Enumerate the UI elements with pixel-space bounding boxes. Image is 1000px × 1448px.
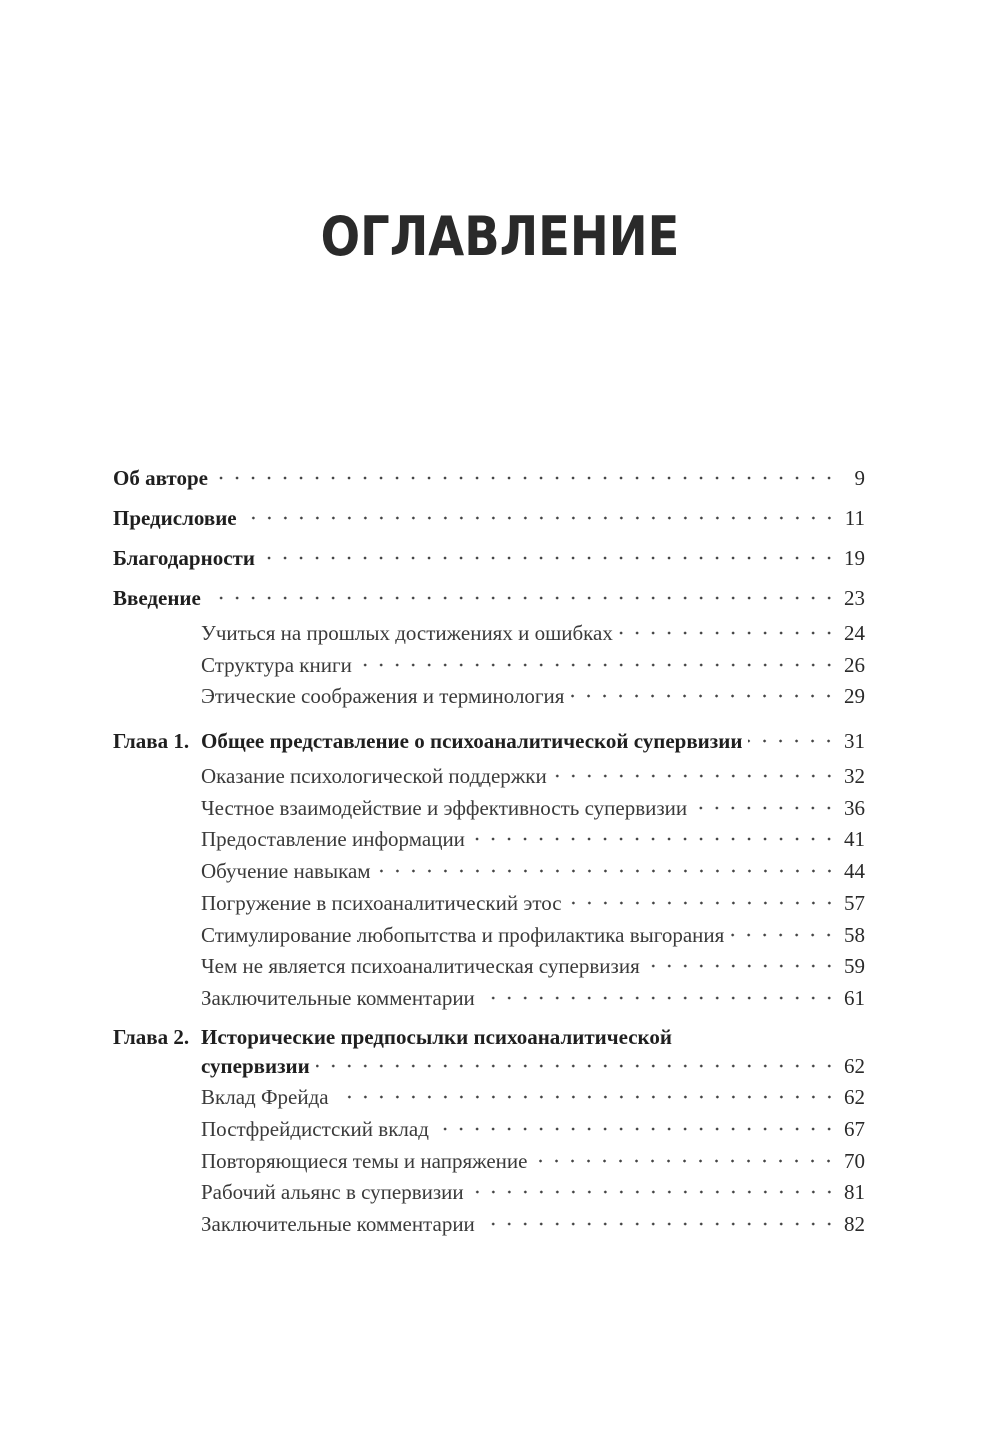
dot-leader <box>377 869 837 873</box>
toc-subentry[interactable] <box>113 618 865 650</box>
toc-entry-label: Рабочий альянс в супервизии <box>201 1180 464 1205</box>
toc-entry-page: 29 <box>844 684 865 709</box>
dot-leader <box>214 476 837 480</box>
toc-entry-acknowledgements[interactable] <box>113 538 865 578</box>
toc-entry-label: Введение <box>113 586 201 610</box>
toc-entry-page: 67 <box>844 1116 865 1141</box>
toc-entry-label: Предисловие <box>113 506 237 530</box>
toc-entry-label: Заключительные комментарии <box>201 1212 475 1236</box>
dot-leader <box>619 631 837 635</box>
toc-entry-preface[interactable] <box>113 498 865 538</box>
toc-subentry[interactable] <box>113 983 865 1015</box>
dot-leader <box>481 1222 837 1226</box>
toc-entry-label: Повторяющиеся темы и напряжение <box>201 1148 528 1173</box>
toc-entry-label: Общее представление о психоаналитической супервизии <box>201 729 743 754</box>
toc-subentry[interactable] <box>113 951 865 983</box>
toc-subentry[interactable] <box>113 1209 865 1241</box>
toc-entry-about-author[interactable] <box>113 458 865 498</box>
toc-entry-page: 23 <box>844 586 865 610</box>
page-title: ОГЛАВЛЕНИЕ <box>320 205 680 268</box>
dot-leader <box>481 996 837 1000</box>
toc-entry-page: 59 <box>844 954 865 979</box>
toc-entry-label: Благодарности <box>113 546 255 570</box>
toc-entry-chapter-1[interactable] <box>113 721 865 761</box>
toc-subentry[interactable] <box>113 681 865 713</box>
toc-entry-label: Честное взаимодействие и эффективность супервизии <box>201 795 688 820</box>
dot-leader <box>568 901 837 905</box>
toc-entry-label: Погружение в психоаналитический этос <box>201 890 562 915</box>
toc-entry-label: Структура книги <box>201 652 352 677</box>
dot-leader <box>358 663 837 667</box>
toc-entry-label: Об авторе <box>113 466 208 490</box>
dot-leader <box>435 1127 837 1131</box>
toc-entry-page: 82 <box>844 1212 865 1236</box>
toc-subentry[interactable] <box>113 793 865 825</box>
toc-entry-label: Учиться на прошлых достижениях и ошибках <box>201 621 613 645</box>
dot-leader <box>471 837 837 841</box>
table-of-contents <box>113 458 865 1241</box>
dot-leader <box>470 1190 837 1194</box>
toc-entry-chapter-2-line1[interactable] <box>113 1023 865 1051</box>
dot-leader <box>646 964 837 968</box>
toc-entry-label: Стимулирование любопытства и профилактика выгорания <box>201 922 725 947</box>
toc-subentry[interactable] <box>113 920 865 952</box>
toc-entry-page: 62 <box>844 1085 865 1110</box>
toc-subentry[interactable] <box>113 1177 865 1209</box>
dot-leader <box>207 596 837 600</box>
toc-entry-page: 58 <box>844 922 865 947</box>
toc-entry-page: 36 <box>844 795 865 820</box>
dot-leader <box>553 774 837 778</box>
toc-entry-page: 44 <box>844 859 865 884</box>
dot-leader <box>243 516 837 520</box>
toc-entry-chapter-2-line2[interactable] <box>113 1051 865 1083</box>
toc-entry-page: 57 <box>844 890 865 915</box>
dot-leader <box>693 806 837 810</box>
toc-subentry[interactable] <box>113 1146 865 1178</box>
dot-leader <box>335 1095 837 1099</box>
toc-entry-page: 70 <box>844 1148 865 1173</box>
dot-leader <box>570 694 837 698</box>
toc-entry-page: 61 <box>844 985 865 1010</box>
dot-leader <box>748 739 837 743</box>
toc-entry-label: Предоставление информации <box>201 827 465 852</box>
dot-leader <box>533 1159 837 1163</box>
toc-entry-label: Постфрейдистский вклад <box>201 1116 429 1141</box>
toc-entry-label: Обучение навыкам <box>201 859 371 884</box>
chapter-number: Глава 1. <box>113 729 190 754</box>
toc-entry-page: 81 <box>844 1180 865 1205</box>
toc-entry-page: 31 <box>844 729 865 754</box>
toc-subentry[interactable] <box>113 1114 865 1146</box>
toc-subentry[interactable] <box>113 761 865 793</box>
toc-entry-page: 62 <box>844 1053 865 1078</box>
toc-entry-page: 9 <box>854 466 865 490</box>
toc-entry-introduction[interactable] <box>113 578 865 618</box>
toc-entry-label: Чем не является психоаналитическая супервизия <box>201 954 640 979</box>
toc-entry-label: Оказание психологической поддержки <box>201 764 547 789</box>
toc-entry-label: супервизии <box>201 1053 310 1078</box>
dot-leader <box>261 556 837 560</box>
toc-entry-page: 19 <box>844 546 865 570</box>
toc-entry-label: Заключительные комментарии <box>201 985 475 1010</box>
toc-entry-page: 26 <box>844 652 865 677</box>
toc-entry-page: 24 <box>844 621 865 645</box>
toc-subentry[interactable] <box>113 888 865 920</box>
dot-leader <box>730 933 837 937</box>
toc-subentry[interactable] <box>113 856 865 888</box>
dot-leader <box>316 1064 837 1068</box>
chapter-number: Глава 2. <box>113 1024 190 1049</box>
toc-entry-label: Вклад Фрейда <box>201 1085 329 1110</box>
toc-entry-label: Этические соображения и терминология <box>201 684 565 709</box>
toc-subentry[interactable] <box>113 650 865 682</box>
toc-entry-label: Исторические предпосылки психоаналитической <box>201 1024 672 1049</box>
toc-subentry[interactable] <box>113 824 865 856</box>
toc-entry-page: 11 <box>844 506 865 530</box>
toc-entry-page: 32 <box>844 764 865 789</box>
toc-entry-page: 41 <box>844 827 865 852</box>
toc-subentry[interactable] <box>113 1082 865 1114</box>
